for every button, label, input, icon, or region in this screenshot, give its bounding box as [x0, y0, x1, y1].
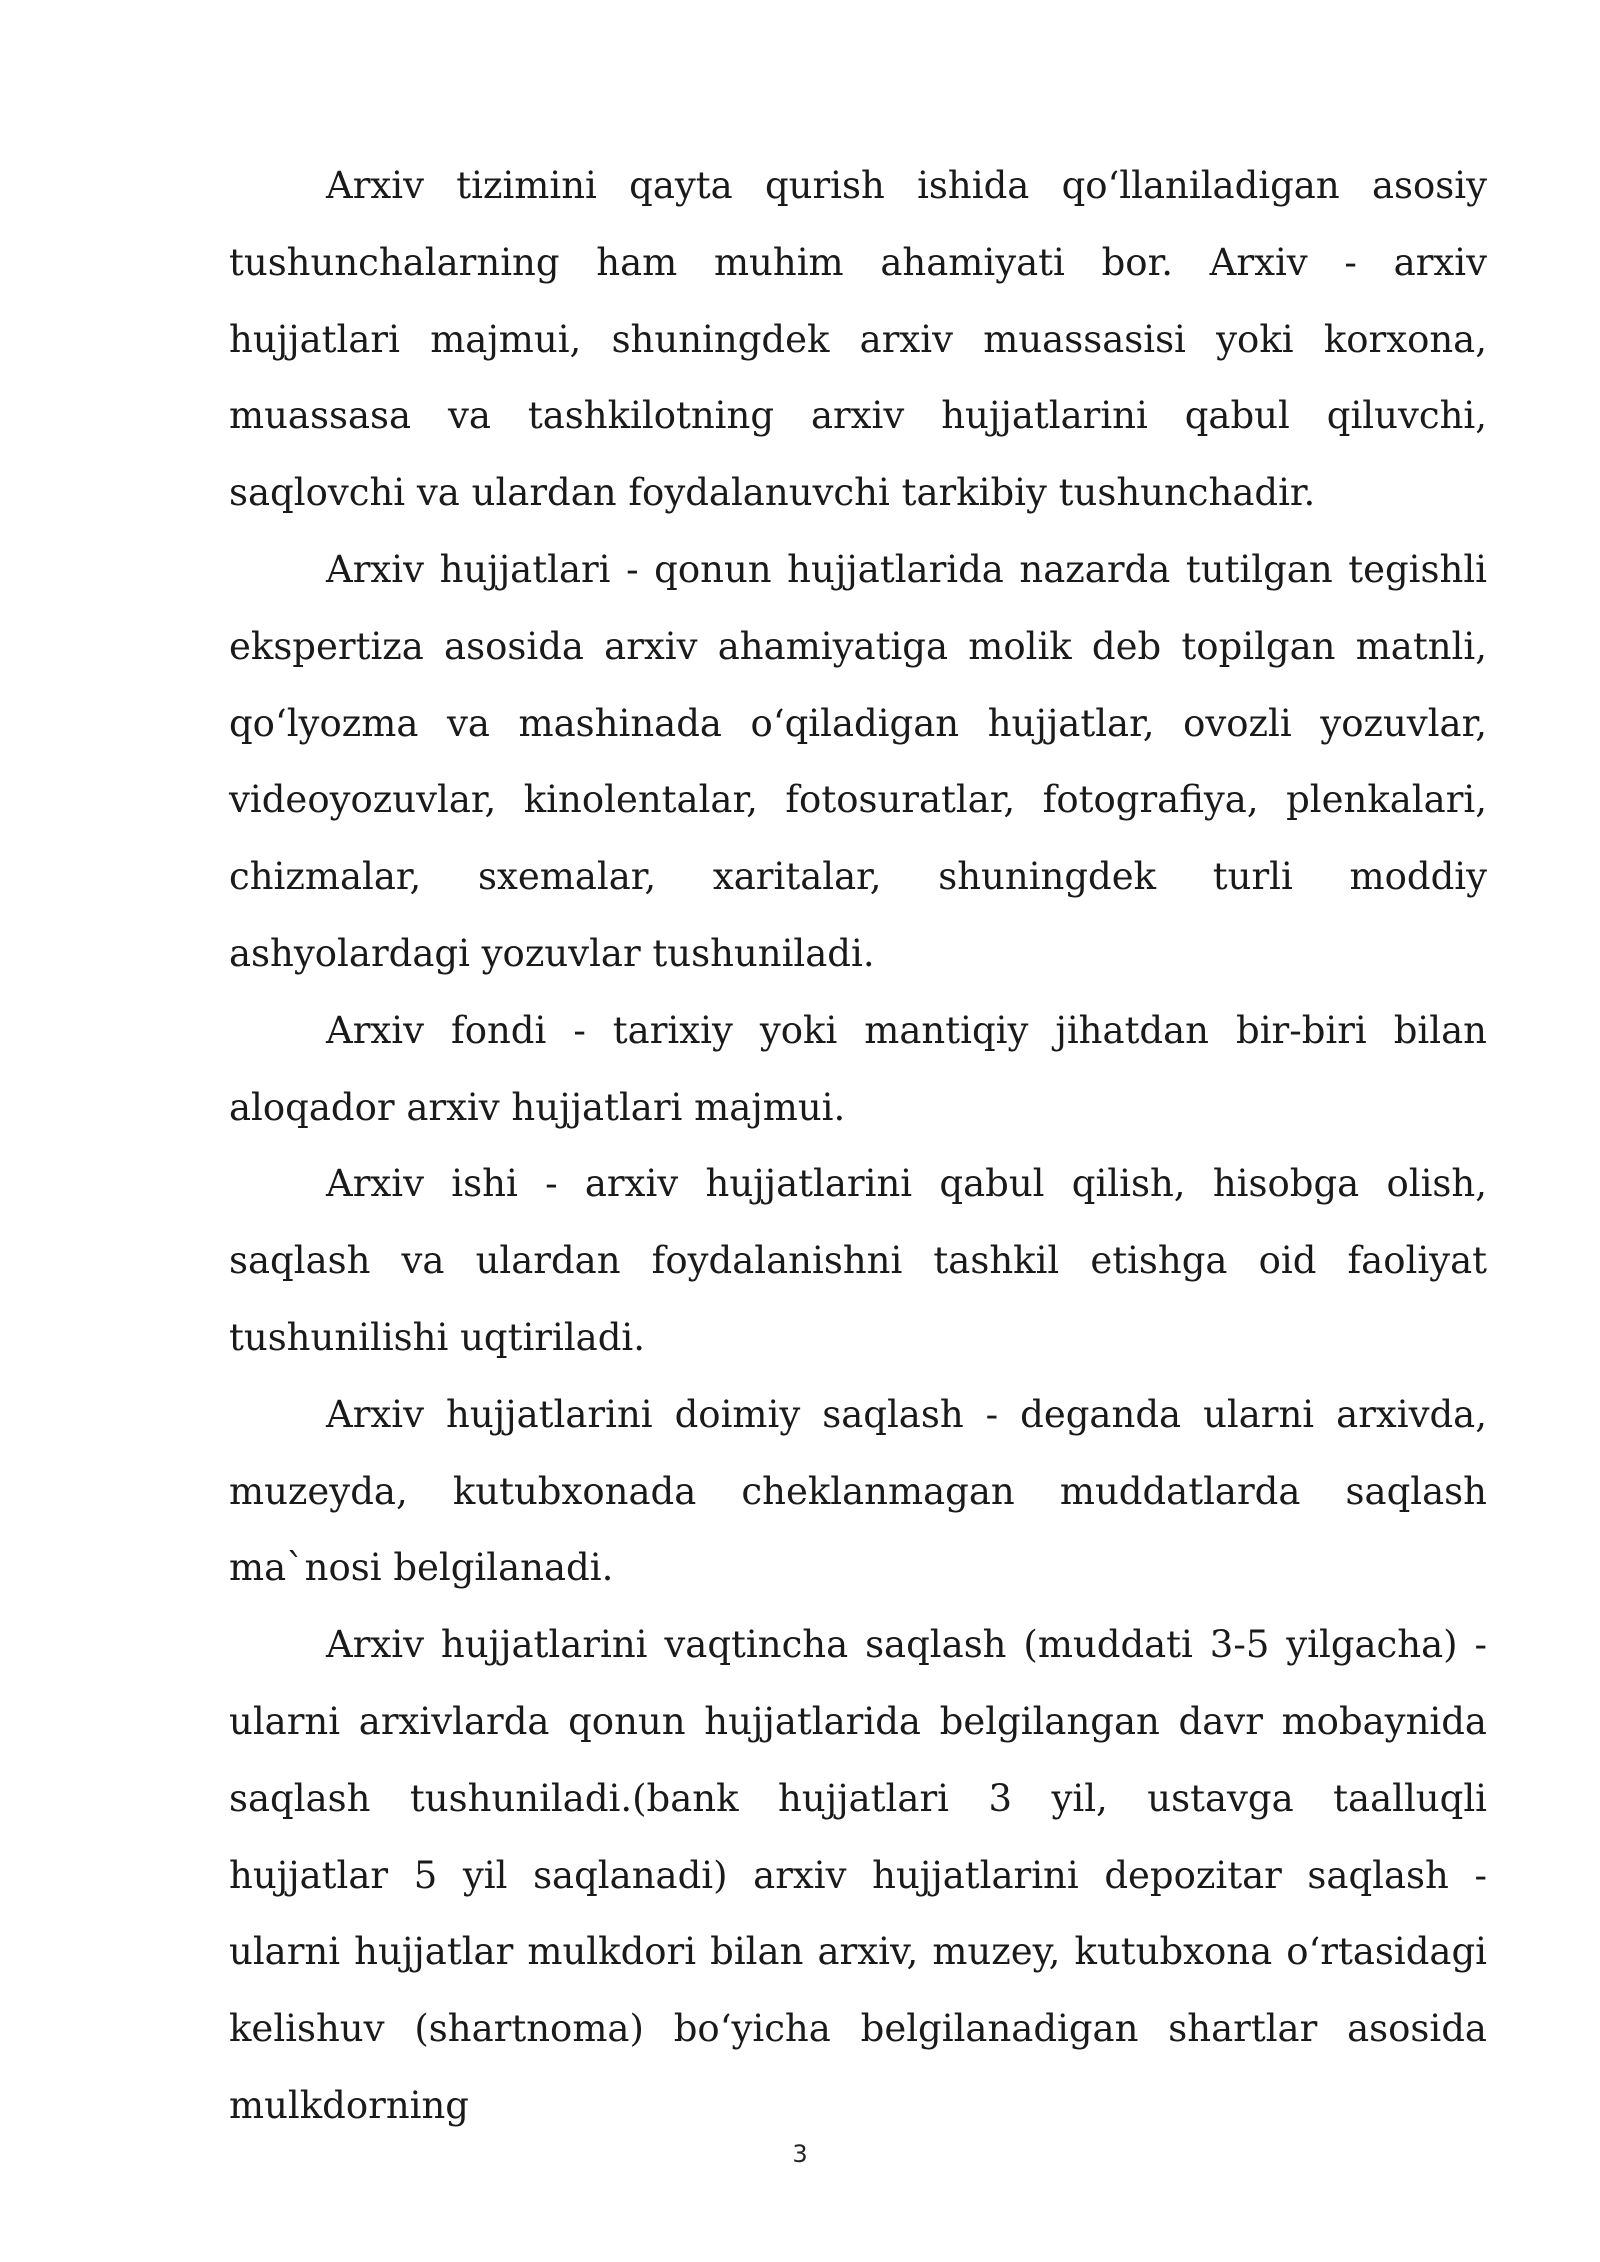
paragraph-doimiy-saqlash: Arxiv hujjatlarini doimiy saqlash - deganda ularni arxivda, muzeyda, kutubxonada cheklanmagan muddatlarda saqlash ma`nosi belgilanadi.: [229, 1392, 1487, 1590]
paragraph-arxiv-ishi: Arxiv ishi - arxiv hujjatlarini qabul qilish, hisobga olish, saqlash va ulardan foydalanishni tashkil etishga oid faoliyat tushunilishi uqtiriladi.: [229, 1162, 1487, 1359]
paragraph-arxiv-fondi: Arxiv fondi - tarixiy yoki mantiqiy jihatdan bir-biri bilan aloqador arxiv hujjatlari majmui.: [229, 1008, 1487, 1129]
paragraph-arxiv-hujjatlari: Arxiv hujjatlari - qonun hujjatlarida nazarda tutilgan tegishli ekspertiza asosida arxiv ahamiyatiga molik deb topilgan matnli, qoʻlyozma va mashinada oʻqiladigan hujjatlar, ovozli yozuvlar, videoyozuvlar, kinolentalar, fotosuratlar, fotografiya, plenkalari, chizmalar, sxemalar, xaritalar, shuningdek turli moddiy ashyolardagi yozuvlar tushuniladi.: [229, 547, 1487, 975]
document-body: [229, 148, 1487, 2145]
page-number: 3: [792, 2140, 808, 2168]
paragraph-vaqtincha-saqlash: Arxiv hujjatlarini vaqtincha saqlash (muddati 3-5 yilgacha) - ularni arxivlarda qonun hujjatlarida belgilangan davr mobaynida saqlash tushuniladi.(bank hujjatlari 3 yil, ustavga taalluqli hujjatlar 5 yil saqlanadi) arxiv hujjatlarini depozitar saqlash - ularni hujjatlar mulkdori bilan arxiv, muzey, kutubxona oʻrtasidagi kelishuv (shartnoma) boʻyicha belgilanadigan shartlar asosida mulkdorning: [229, 1623, 1487, 2127]
paragraph-arxiv-tizimi: Arxiv tizimini qayta qurish ishida qoʻllaniladigan asosiy tushunchalarning ham muhim ahamiyati bor. Arxiv - arxiv hujjatlari majmui, shuningdek arxiv muassasisi yoki korxona, muassasa va tashkilotning arxiv hujjatlarini qabul qiluvchi, saqlovchi va ulardan foydalanuvchi tarkibiy tushunchadir.: [229, 164, 1487, 515]
